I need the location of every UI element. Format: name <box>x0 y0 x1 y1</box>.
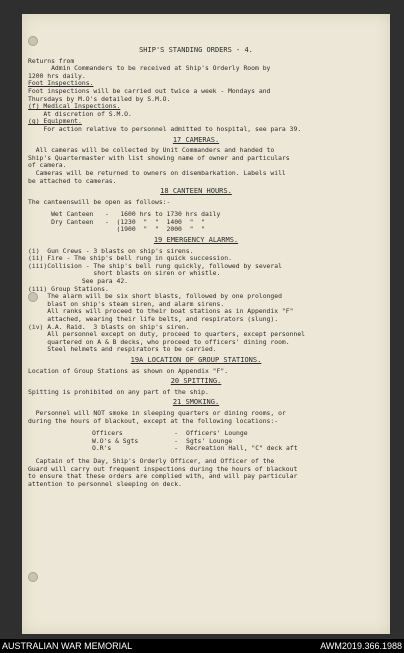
page-title: SHIP'S STANDING ORDERS - 4. <box>139 46 253 54</box>
spitting-text: Spitting is prohibited on any part of the ship. <box>28 388 209 396</box>
smoking-closing-line: Captain of the Day, Ship's Orderly Officer, and Officer of the <box>28 457 275 465</box>
alarm-line: Steel helmets and respirators to be carried. <box>28 346 217 354</box>
location-cell: Officers' Lounge <box>186 429 248 438</box>
document-body <box>28 44 364 488</box>
alarm-line: (ii) Fire - The ship's bell rung in quick succession. <box>28 255 232 263</box>
alarm-line: See para 42. <box>28 278 129 286</box>
alarm-line: The alarm will be six short blasts, followed by one prolonged <box>28 293 282 301</box>
institution-name: AUSTRALIAN WAR MEMORIAL <box>2 641 133 651</box>
smoking-closing-line: Guard will carry out frequent inspections during the hours of blackout <box>28 465 298 473</box>
group-stations-text: Location of Group Stations as shown on Appendix "F". <box>28 367 229 375</box>
alarm-line: quartered on A & B decks, who proceed to officers' dining room. <box>28 338 290 346</box>
dash-cell: - <box>174 436 178 445</box>
intro-line: Admin Commanders to be received at Ship's Orderly Room by <box>28 65 271 73</box>
intro-line: Foot inspections will be carried out twice a week - Mondays and <box>28 87 271 95</box>
canteen-row: Wet Canteen - 1600 hrs to 1730 hrs daily <box>28 211 221 219</box>
location-cell: Recreation Hall, "C" deck aft <box>186 444 298 453</box>
alarm-line: blast on ship's steam siren, and alarm sirens. <box>28 300 225 308</box>
canteen-row: (1900 " " 2000 " " <box>28 226 205 234</box>
rank-cell: W.O's & Sgts <box>92 436 139 445</box>
intro-line: Thursdays by M.O's detailed by S.M.O. <box>28 95 171 103</box>
accession-number: AWM2019.366.1988 <box>320 641 402 651</box>
alarm-line: (iii)Collision - The ship's bell rung quickly, followed by several <box>28 262 282 270</box>
canteen-row: Dry Canteen - (1230 " " 1400 " " <box>28 218 205 226</box>
smoking-line: Personnel will NOT smoke in sleeping quarters or dining rooms, or <box>28 409 286 417</box>
alarm-line: attached, wearing their life belts, and respirators (slung). <box>28 316 279 323</box>
alarm-line: (iv) A.A. Raid. 3 blasts on ship's siren. <box>28 323 190 331</box>
rank-cell: Officers <box>92 429 123 438</box>
intro-line: Foot Inspections. <box>28 80 94 88</box>
section-heading-group-stations: 19A LOCATION OF GROUP STATIONS. <box>130 355 262 364</box>
dash-cell: - <box>174 429 178 438</box>
cameras-line: Cameras will be returned to owners on disembarkation. Labels will <box>28 169 286 177</box>
section-heading-alarms: 19 EMERGENCY ALARMS. <box>153 236 239 245</box>
intro-line: At discretion of S.M.O. <box>28 110 132 118</box>
intro-line: (g) Equipment. <box>28 118 82 126</box>
intro-line: For action relative to personnel admitted to hospital, see para 39. <box>28 125 302 133</box>
alarm-line: All personnel except on duty, proceed to quarters, except personnel <box>28 331 306 339</box>
alarm-line: All ranks will proceed to their boat stations as in Appendix "F" <box>28 308 294 316</box>
cameras-line: of camera. <box>28 162 67 170</box>
section-heading-canteen: 18 CANTEEN HOURS. <box>160 187 232 196</box>
smoking-closing-line: to ensure that these orders are complied with, and will pay particular <box>28 473 298 481</box>
intro-line: (f) Medical Inspections. <box>28 103 121 111</box>
section-heading-spitting: 20 SPITTING. <box>170 377 222 386</box>
alarm-line: (i) Gun Crews - 3 blasts on ship's sirens. <box>28 247 194 255</box>
punch-hole <box>28 572 38 582</box>
cameras-line: All cameras will be collected by Unit Commanders and handed to <box>28 147 275 155</box>
cameras-line: Ship's Quartermaster with list showing name of owner and particulars <box>28 154 290 162</box>
alarm-line: short blasts on siren or whistle. <box>28 270 221 278</box>
section-heading-cameras: 17 CAMERAS. <box>172 135 220 144</box>
alarm-line: (iii) Group Stations. <box>28 285 109 293</box>
rank-cell: O.R's <box>92 444 112 453</box>
section-heading-smoking: 21 SMOKING. <box>172 398 220 407</box>
smoking-location-row <box>28 445 364 453</box>
canteen-intro: The canteenswill be open as follows:- <box>28 198 171 206</box>
smoking-closing-line: attention to personnel sleeping on deck. <box>28 480 182 488</box>
smoking-line: during the hours of blackout, except at the following locations:- <box>28 417 279 425</box>
intro-line: 1200 hrs daily. <box>28 72 86 80</box>
cameras-line: be attached to cameras. <box>28 177 117 185</box>
location-cell: Sgts' Lounge <box>186 436 233 445</box>
dash-cell: - <box>174 444 178 453</box>
intro-line: Returns from <box>28 57 75 65</box>
caption-bar <box>0 639 404 653</box>
